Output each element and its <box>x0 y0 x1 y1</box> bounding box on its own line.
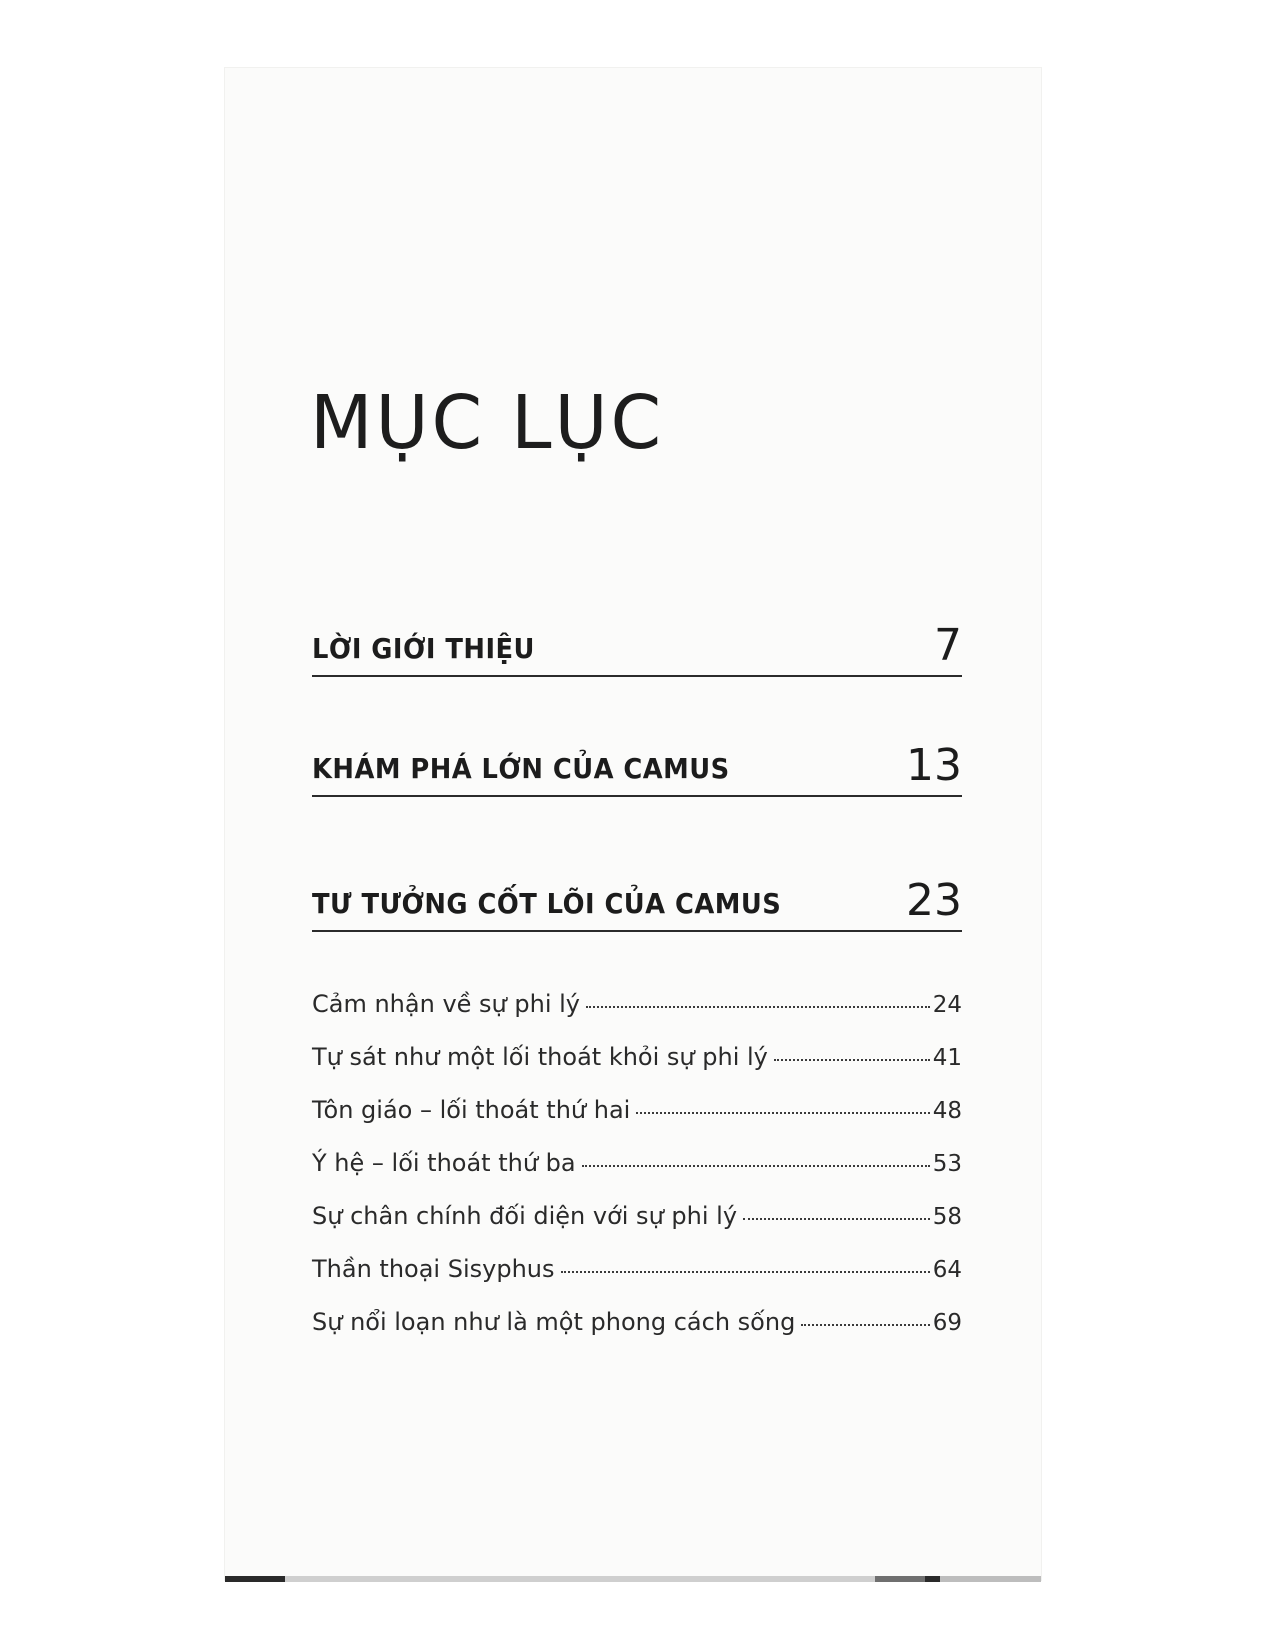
toc-entry-list <box>312 990 962 1361</box>
dot-leader <box>582 1165 930 1167</box>
dot-leader <box>561 1271 930 1273</box>
dot-leader <box>774 1059 930 1061</box>
toc-entry-label: Thần thoại Sisyphus <box>312 1255 555 1283</box>
toc-entry-label: Sự chân chính đối diện với sự phi lý <box>312 1202 738 1230</box>
page-bottom-edge <box>225 1576 1041 1582</box>
toc-entry-page: 58 <box>932 1204 962 1230</box>
page-title: MỤC LỤC <box>310 380 665 466</box>
section-page-number: 13 <box>906 740 962 791</box>
dot-leader <box>801 1324 929 1326</box>
toc-entry-label: Ý hệ – lối thoát thứ ba <box>312 1149 576 1177</box>
toc-entry-page: 53 <box>932 1151 962 1177</box>
toc-entry-label: Cảm nhận về sự phi lý <box>312 990 580 1018</box>
dot-leader <box>743 1218 930 1220</box>
section-title: TƯ TƯỞNG CỐT LÕI CỦA CAMUS <box>312 887 782 920</box>
toc-entry-page: 24 <box>932 992 962 1018</box>
section-title: LỜI GIỚI THIỆU <box>312 632 535 665</box>
section-page-number: 7 <box>934 620 962 671</box>
toc-section-kham-pha-lon[interactable] <box>312 725 962 797</box>
toc-entry[interactable] <box>312 990 962 1043</box>
section-page-number: 23 <box>906 875 962 926</box>
toc-entry-page: 41 <box>932 1045 962 1071</box>
toc-entry[interactable] <box>312 1202 962 1255</box>
toc-entry[interactable] <box>312 1096 962 1149</box>
toc-entry[interactable] <box>312 1149 962 1202</box>
toc-entry-label: Sự nổi loạn như là một phong cách sống <box>312 1308 796 1336</box>
toc-entry-page: 48 <box>932 1098 962 1124</box>
toc-entry-page: 64 <box>932 1257 962 1283</box>
toc-section-loi-gioi-thieu[interactable] <box>312 605 962 677</box>
dot-leader <box>586 1006 930 1008</box>
toc-entry-label: Tôn giáo – lối thoát thứ hai <box>312 1096 631 1124</box>
toc-entry-page: 69 <box>932 1310 962 1336</box>
dot-leader <box>636 1112 929 1114</box>
section-title: KHÁM PHÁ LỚN CỦA CAMUS <box>312 752 730 785</box>
toc-entry[interactable] <box>312 1308 962 1361</box>
toc-entry-label: Tự sát như một lối thoát khỏi sự phi lý <box>312 1043 768 1071</box>
toc-section-tu-tuong-cot-loi[interactable] <box>312 860 962 932</box>
toc-entry[interactable] <box>312 1255 962 1308</box>
toc-entry[interactable] <box>312 1043 962 1096</box>
